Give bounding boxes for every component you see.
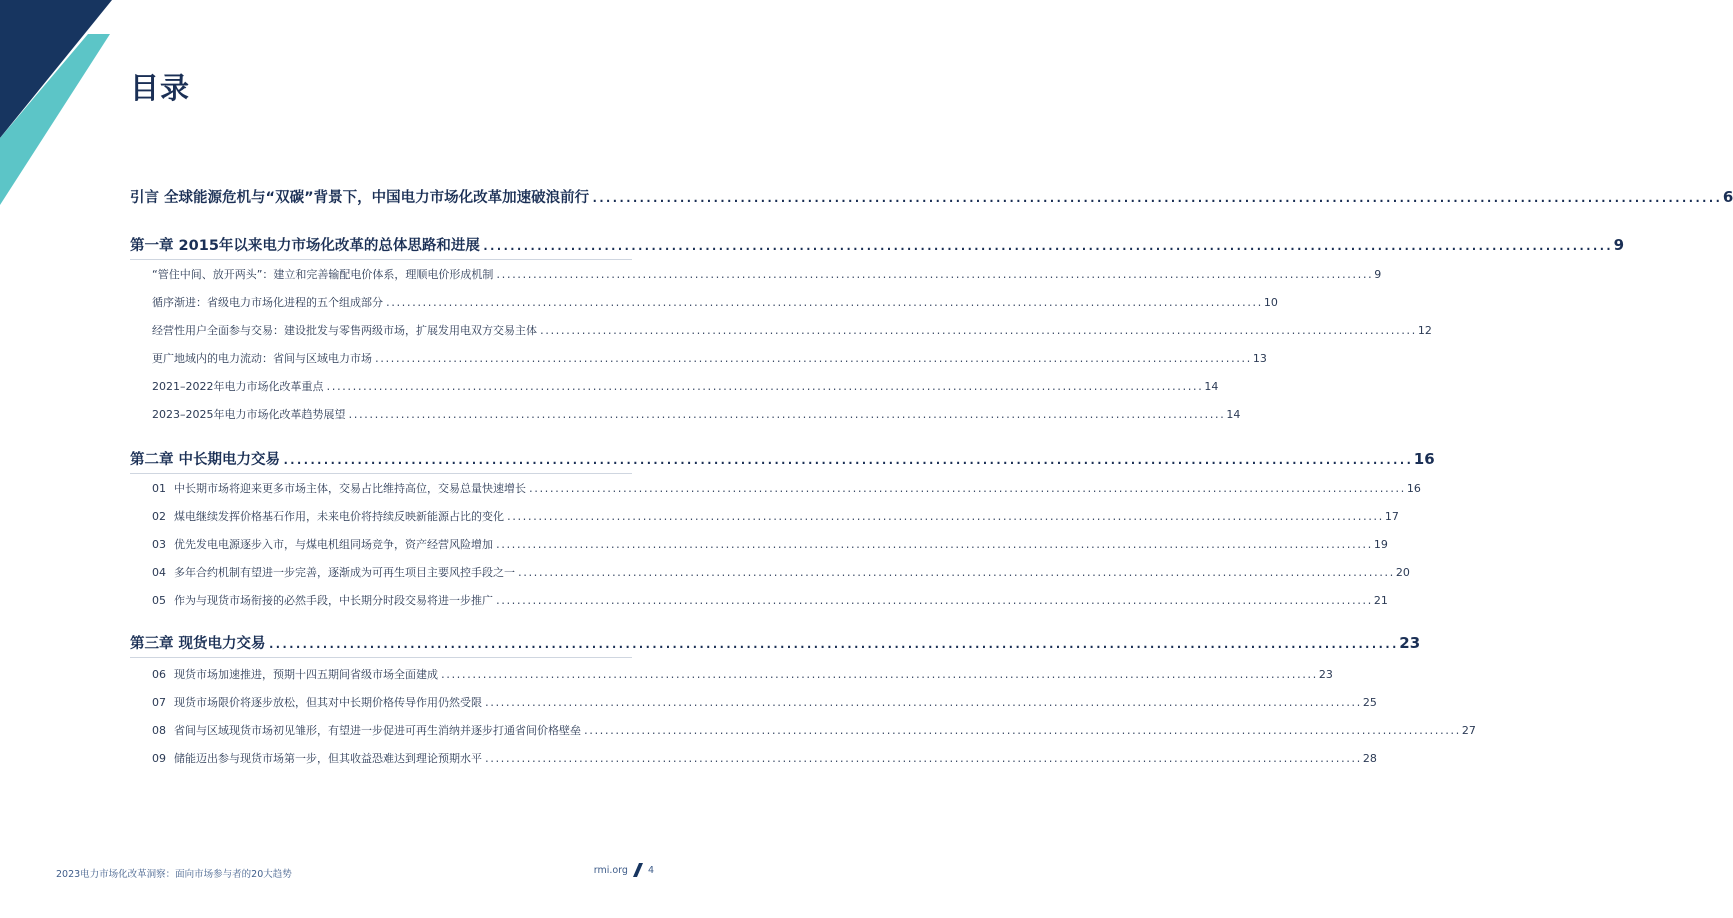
entry-title: 现货市场加速推进，预期十四五期间省级市场全面建成	[174, 668, 438, 681]
chapter-page: 23	[1399, 634, 1421, 652]
toc-intro[interactable]	[130, 186, 1733, 207]
leader-dots	[268, 637, 1398, 651]
leader-dots	[440, 670, 1317, 681]
entry-page: 20	[1395, 566, 1410, 579]
divider	[130, 259, 632, 260]
toc-chapter-2[interactable]	[130, 448, 1435, 469]
footer-page-number: 4	[647, 864, 654, 876]
leader-dots	[348, 410, 1225, 421]
toc-entry[interactable]	[152, 722, 1476, 738]
entry-title: 作为与现货市场衔接的必然手段，中长期分时段交易将进一步推广	[174, 594, 493, 607]
leader-dots	[484, 754, 1361, 765]
toc-intro-title: 引言 全球能源危机与“双碳”背景下，中国电力市场化改革加速破浪前行	[130, 190, 590, 206]
entry-title: 多年合约机制有望进一步完善，逐渐成为可再生项目主要风控手段之一	[174, 566, 515, 579]
toc-entry[interactable]	[152, 266, 1382, 282]
entry-number: 03	[152, 538, 166, 551]
entry-number: 01	[152, 482, 166, 495]
divider	[130, 657, 632, 658]
toc-entry[interactable]	[152, 694, 1377, 710]
toc-entry[interactable]	[152, 592, 1388, 608]
entry-title: 省间与区域现货市场初见雏形，有望进一步促进可再生消纳并逐步打通省间价格壁垒	[174, 724, 581, 737]
chapter-page: 16	[1413, 450, 1435, 468]
leader-dots	[282, 453, 1412, 467]
entry-number: 07	[152, 696, 166, 709]
toc-entry[interactable]	[152, 564, 1410, 580]
leader-dots	[528, 484, 1405, 495]
entry-title: “管住中间、放开两头”：建立和完善输配电价体系，理顺电价形成机制	[152, 268, 494, 281]
entry-title: 更广地域内的电力流动：省间与区域电力市场	[152, 352, 372, 365]
entry-number: 09	[152, 752, 166, 765]
toc-entry[interactable]	[152, 536, 1388, 552]
leader-dots	[539, 326, 1416, 337]
entry-title: 循序渐进：省级电力市场化进程的五个组成部分	[152, 296, 383, 309]
entry-page: 13	[1252, 352, 1267, 365]
leader-dots	[482, 239, 1612, 253]
footer-report-title: 2023电力市场化改革洞察：面向市场参与者的20大趋势	[56, 869, 292, 880]
entry-page: 28	[1362, 752, 1377, 765]
entry-title: 2021–2022年电力市场化改革重点	[152, 380, 324, 393]
leader-dots	[495, 540, 1372, 551]
entry-page: 19	[1373, 538, 1388, 551]
chapter-title: 第一章 2015年以来电力市场化改革的总体思路和进展	[130, 238, 480, 254]
footer-site-link[interactable]: rmi.org	[593, 864, 628, 876]
leader-dots	[506, 512, 1383, 523]
entry-page: 14	[1226, 408, 1241, 421]
entry-page: 14	[1204, 380, 1219, 393]
entry-title: 中长期市场将迎来更多市场主体，交易占比维持高位，交易总量快速增长	[174, 482, 526, 495]
entry-title: 优先发电电源逐步入市，与煤电机组同场竞争，资产经营风险增加	[174, 538, 493, 551]
entry-number: 04	[152, 566, 166, 579]
leader-dots	[591, 191, 1721, 205]
entry-number: 02	[152, 510, 166, 523]
leader-dots	[517, 568, 1394, 579]
page-title: 目录	[130, 71, 191, 105]
entry-page: 12	[1417, 324, 1432, 337]
entry-title: 2023–2025年电力市场化改革趋势展望	[152, 408, 346, 421]
entry-title: 储能迈出参与现货市场第一步，但其收益恐难达到理论预期水平	[174, 752, 482, 765]
entry-number: 05	[152, 594, 166, 607]
entry-page: 17	[1384, 510, 1399, 523]
leader-dots	[495, 270, 1372, 281]
leader-dots	[583, 726, 1460, 737]
toc-intro-page: 6	[1722, 188, 1733, 206]
entry-page: 21	[1373, 594, 1388, 607]
entry-number: 08	[152, 724, 166, 737]
leader-dots	[374, 354, 1251, 365]
entry-page: 25	[1362, 696, 1377, 709]
corner-decoration	[0, 0, 140, 220]
entry-page: 23	[1318, 668, 1333, 681]
leader-dots	[326, 382, 1203, 393]
entry-title: 经营性用户全面参与交易：建设批发与零售两级市场，扩展发用电双方交易主体	[152, 324, 537, 337]
chapter-title: 第三章 现货电力交易	[130, 636, 266, 652]
toc-entry[interactable]	[152, 294, 1278, 310]
chapter-title: 第二章 中长期电力交易	[130, 452, 281, 468]
entry-number: 06	[152, 668, 166, 681]
entry-title: 煤电继续发挥价格基石作用，未来电价将持续反映新能源占比的变化	[174, 510, 504, 523]
toc-chapter-1[interactable]	[130, 234, 1625, 255]
entry-page: 9	[1374, 268, 1382, 281]
toc-chapter-3[interactable]	[130, 632, 1421, 653]
toc-entry[interactable]	[152, 508, 1399, 524]
entry-page: 27	[1461, 724, 1476, 737]
toc-entry[interactable]	[152, 350, 1267, 366]
footer-right	[594, 863, 654, 877]
entry-page: 16	[1406, 482, 1421, 495]
leader-dots	[385, 298, 1262, 309]
toc-entry[interactable]	[152, 406, 1241, 422]
leader-dots	[495, 596, 1372, 607]
toc-entry[interactable]	[152, 378, 1219, 394]
slash-icon	[632, 863, 644, 877]
chapter-page: 9	[1613, 236, 1625, 254]
divider	[130, 473, 632, 474]
toc-entry[interactable]	[152, 480, 1421, 496]
entry-title: 现货市场限价将逐步放松，但其对中长期价格传导作用仍然受限	[174, 696, 482, 709]
toc-entry[interactable]	[152, 322, 1432, 338]
toc-entry[interactable]	[152, 666, 1333, 682]
toc-entry[interactable]	[152, 750, 1377, 766]
leader-dots	[484, 698, 1361, 709]
entry-page: 10	[1263, 296, 1278, 309]
